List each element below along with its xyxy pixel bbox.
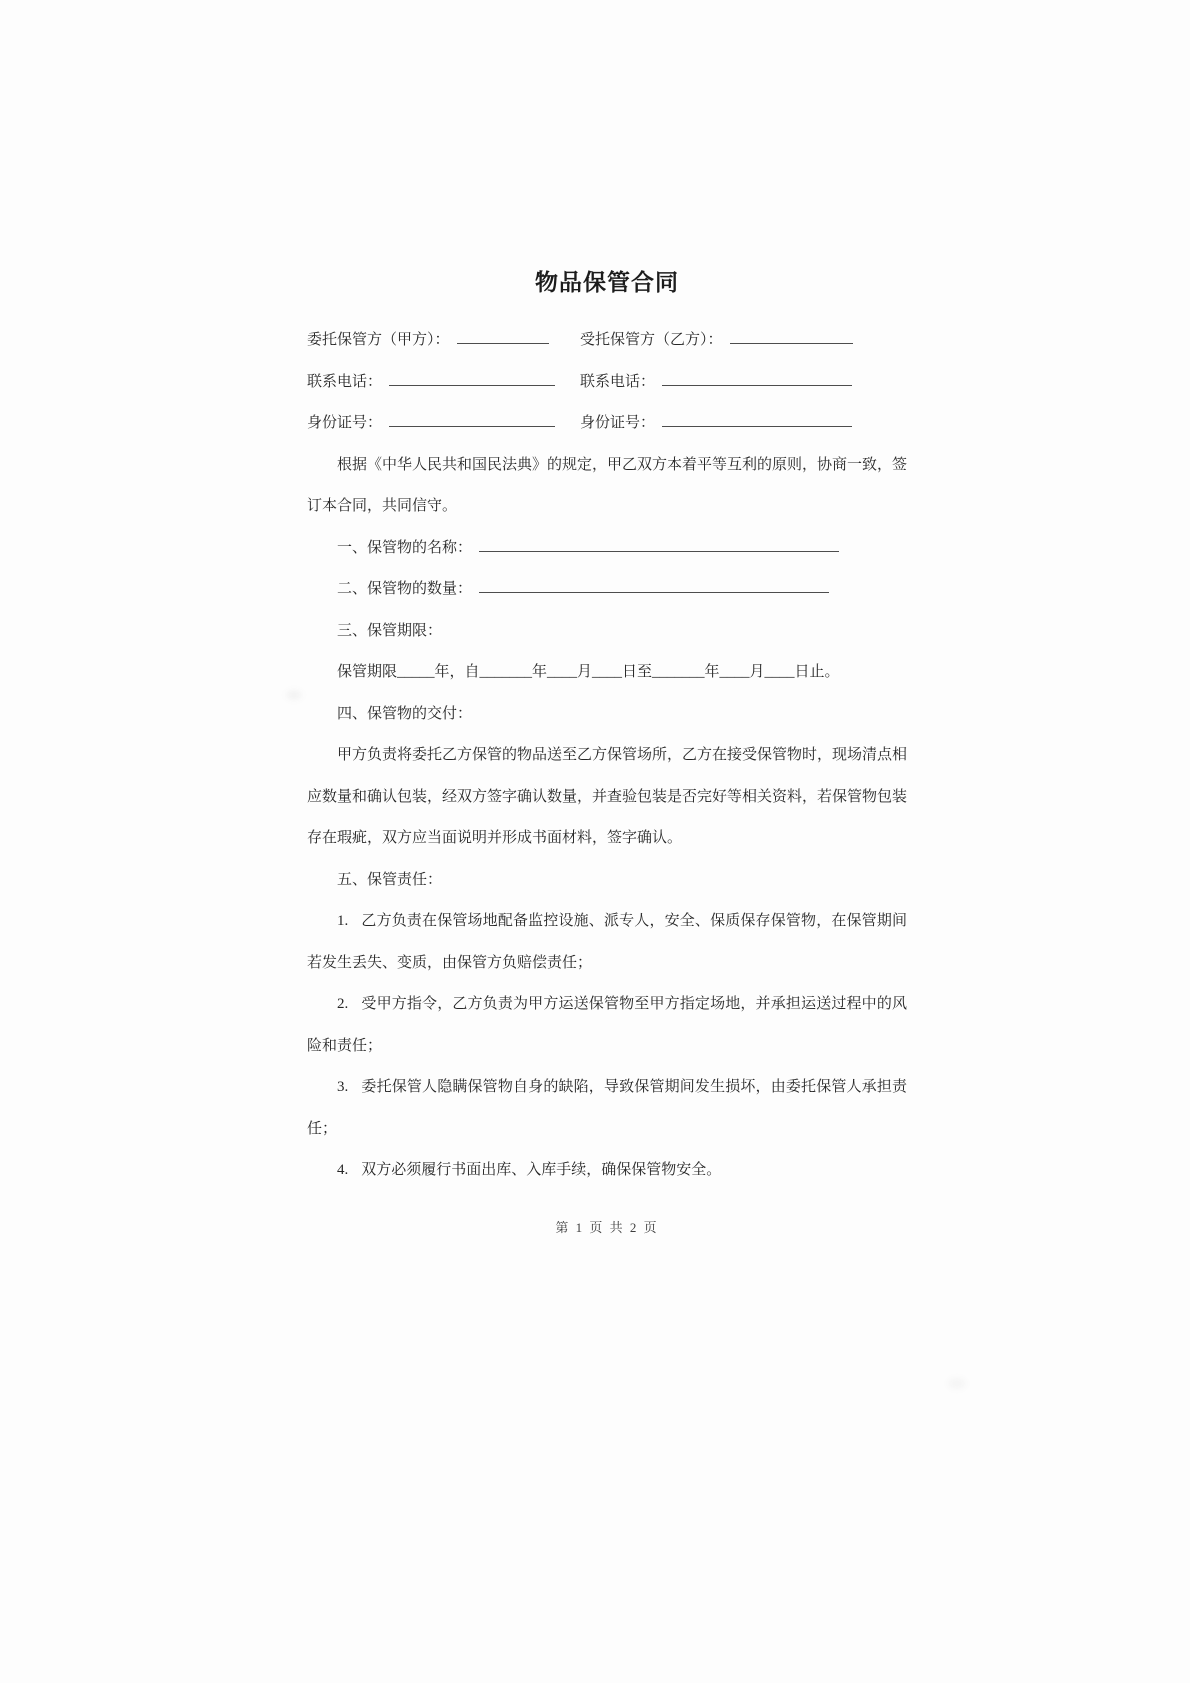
clause-2-blank[interactable] [479, 578, 829, 593]
contract-page [307, 266, 907, 1238]
contract-title: 物品保管合同 [535, 270, 679, 295]
item-number: 3. [337, 1079, 349, 1095]
scan-artifact [948, 1378, 966, 1389]
phone-a-label: 联系电话： [307, 373, 383, 390]
party-row [307, 320, 907, 362]
id-a-blank[interactable] [389, 412, 555, 427]
party-a-label: 委托保管方（甲方）： [307, 332, 450, 348]
clause-5-item [307, 901, 907, 984]
field-id-b [580, 403, 907, 445]
item-number: 2. [337, 996, 349, 1012]
id-b-label: 身份证号： [580, 415, 656, 431]
item-text: 受甲方指令，乙方负责为甲方运送保管物至甲方指定场地，并承担运送过程中的风险和责任； [307, 996, 907, 1054]
phone-a-blank[interactable] [389, 371, 555, 386]
clause-4-label: 四、保管物的交付： [337, 705, 473, 722]
item-text: 双方必须履行书面出库、入库手续，确保保管物安全。 [361, 1162, 722, 1178]
id-b-blank[interactable] [662, 412, 852, 427]
clause-4-heading [307, 694, 907, 736]
clause-4-paragraph: 甲方负责将委托乙方保管的物品送至乙方保管场所，乙方在接受保管物时，现场清点相应数量和确认包装，经双方签字确认数量，并查验包装是否完好等相关资料，若保管物包装存在瑕疵，双方应当面说明并形成书面材料，签字确认。 [307, 747, 908, 846]
item-number: 1. [337, 913, 349, 929]
field-party-b [580, 320, 907, 362]
phone-b-label: 联系电话： [580, 373, 656, 390]
clause-5-heading [307, 860, 907, 902]
clause-1-label: 一、保管物的名称： [337, 539, 473, 556]
item-text: 乙方负责在保管场地配备监控设施、派专人，安全、保质保存保管物，在保管期间若发生丢失、变质，由保管方负赔偿责任； [307, 913, 907, 971]
clause-5-item [307, 1067, 907, 1150]
clause-3-label: 三、保管期限： [337, 622, 443, 639]
field-party-a [307, 320, 580, 362]
clause-2-heading [307, 569, 907, 611]
clause-1-blank[interactable] [479, 537, 839, 552]
field-id-a [307, 403, 580, 445]
clause-5-label: 五、保管责任： [337, 871, 443, 888]
clause-2-label: 二、保管物的数量： [337, 581, 473, 597]
item-text: 委托保管人隐瞒保管物自身的缺陷，导致保管期间发生损坏，由委托保管人承担责任； [307, 1079, 907, 1137]
clause-5-item [307, 984, 907, 1067]
page-footer: 第 1 页 共 2 页 [555, 1219, 659, 1235]
party-b-label: 受托保管方（乙方）： [580, 332, 723, 348]
clause-3-heading [307, 611, 907, 653]
preamble-paragraph: 根据《中华人民共和国民法典》的规定，甲乙双方本着平等互利的原则，协商一致，签订本合同，共同信守。 [307, 456, 908, 514]
party-a-blank[interactable] [457, 329, 549, 344]
scan-artifact [286, 690, 302, 700]
clause-5-item [307, 1150, 907, 1192]
field-phone-b [580, 362, 907, 404]
item-number: 4. [337, 1162, 349, 1178]
id-a-label: 身份证号： [307, 415, 383, 431]
party-b-blank[interactable] [730, 329, 853, 344]
storage-period-line: 保管期限_____年，自_______年____月____日至_______年____月____日止。 [337, 664, 840, 680]
phone-b-blank[interactable] [662, 371, 852, 386]
id-row [307, 403, 907, 445]
field-phone-a [307, 362, 580, 404]
clause-1-heading [307, 528, 907, 570]
phone-row [307, 362, 907, 404]
